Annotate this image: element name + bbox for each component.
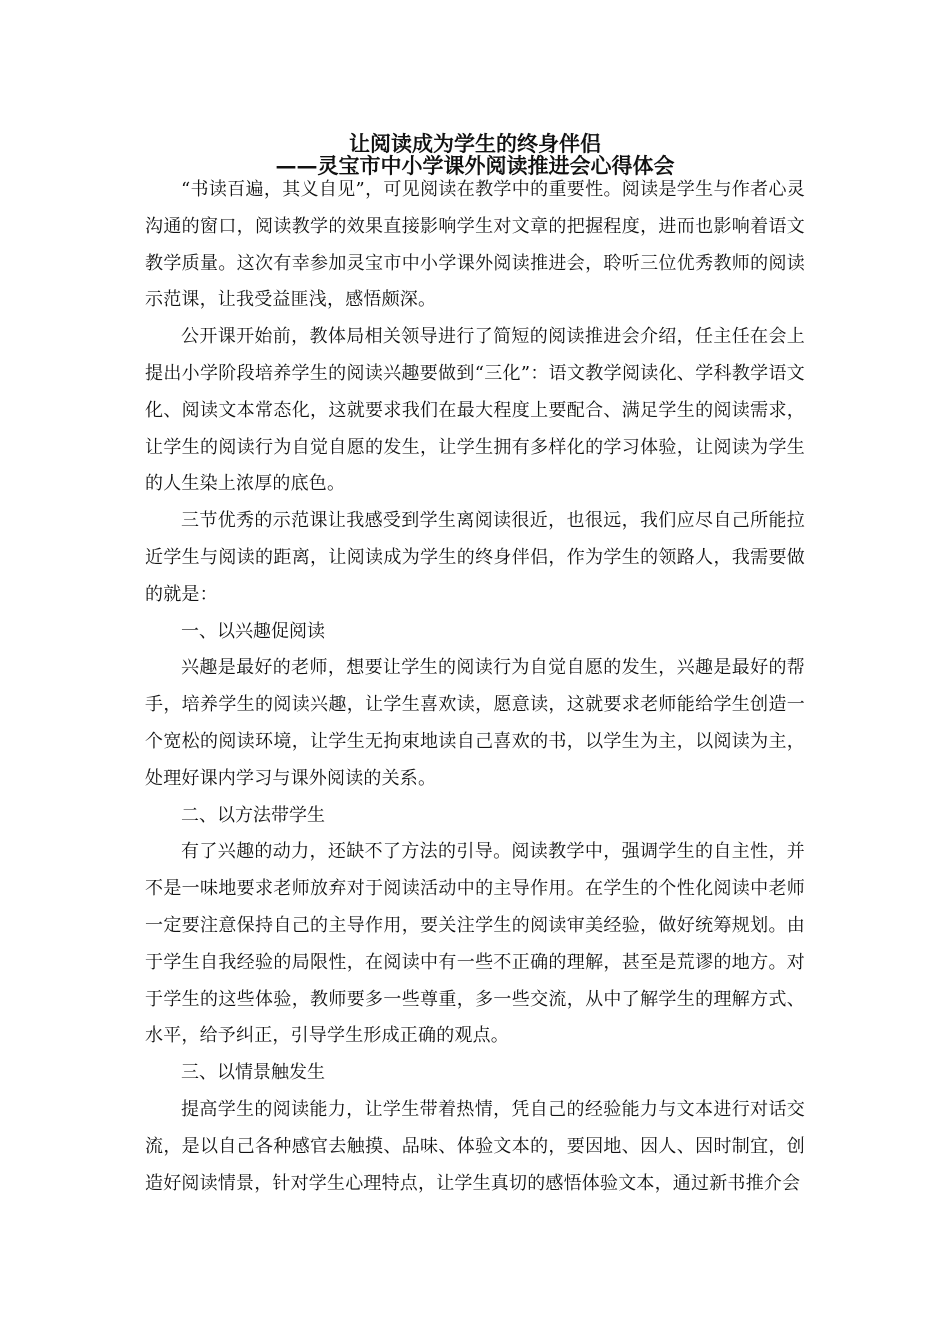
paragraph-method: 有了兴趣的动力，还缺不了方法的引导。阅读教学中，强调学生的自主性，并不是一味地要求老师放弃对于阅读活动中的主导作用。在学生的个性化阅读中老师一定要注意保持自己的主导作用，要关注学生的阅读审美经验，做好统筹规划。由于学生自我经验的局限性，在阅读中有一些不正确的理解，甚至是荒谬的地方。对于学生的这些体验，教师要多一些尊重，多一些交流，从中了解学生的理解方式、水平，给予纠正，引导学生形成正确的观点。	[145, 841, 805, 1047]
paragraph-demo-lessons: 三节优秀的示范课让我感受到学生离阅读很近，也很远，我们应尽自己所能拉近学生与阅读的距离，让阅读成为学生的终身伴侣，作为学生的领路人，我需要做的就是：	[145, 510, 805, 605]
paragraph-open-class: 公开课开始前，教体局相关领导进行了简短的阅读推进会介绍，任主任在会上提出小学阶段培养学生的阅读兴趣要做到“三化”：语文教学阅读化、学科教学语文化、阅读文本常态化，这就要求我们在最大程度上要配合、满足学生的阅读需求，让学生的阅读行为自觉自愿的发生，让学生拥有多样化的学习体验，让阅读为学生的人生染上浓厚的底色。	[145, 326, 805, 495]
document-title: 让阅读成为学生的终身伴侣	[349, 131, 601, 156]
document-subtitle: ——灵宝市中小学课外阅读推进会心得体会	[275, 153, 675, 178]
paragraph-interest: 兴趣是最好的老师，想要让学生的阅读行为自觉自愿的发生，兴趣是最好的帮手，培养学生的阅读兴趣，让学生喜欢读，愿意读，这就要求老师能给学生创造一个宽松的阅读环境，让学生无拘束地读自己喜欢的书，以学生为主，以阅读为主，处理好课内学习与课外阅读的关系。	[145, 657, 805, 789]
document-body	[145, 172, 805, 1202]
section-heading-method: 二、以方法带学生	[181, 804, 325, 826]
paragraph-intro: “书读百遍，其义自见”，可见阅读在教学中的重要性。阅读是学生与作者心灵沟通的窗口，阅读教学的效果直接影响学生对文章的把握程度，进而也影响着语文教学质量。这次有幸参加灵宝市中小学课外阅读推进会，聆听三位优秀教师的阅读示范课，让我受益匪浅，感悟颇深。	[145, 179, 805, 311]
paragraph-scenario: 提高学生的阅读能力，让学生带着热情，凭自己的经验能力与文本进行对话交流，是以自己各种感官去触摸、品味、体验文本的，要因地、因人、因时制宜，创造好阅读情景，针对学生心理特点，让学生真切的感悟体验文本，通过新书推介会	[145, 1098, 805, 1194]
section-heading-scenario: 三、以情景触发生	[181, 1062, 325, 1084]
section-heading-interest: 一、以兴趣促阅读	[181, 620, 325, 642]
